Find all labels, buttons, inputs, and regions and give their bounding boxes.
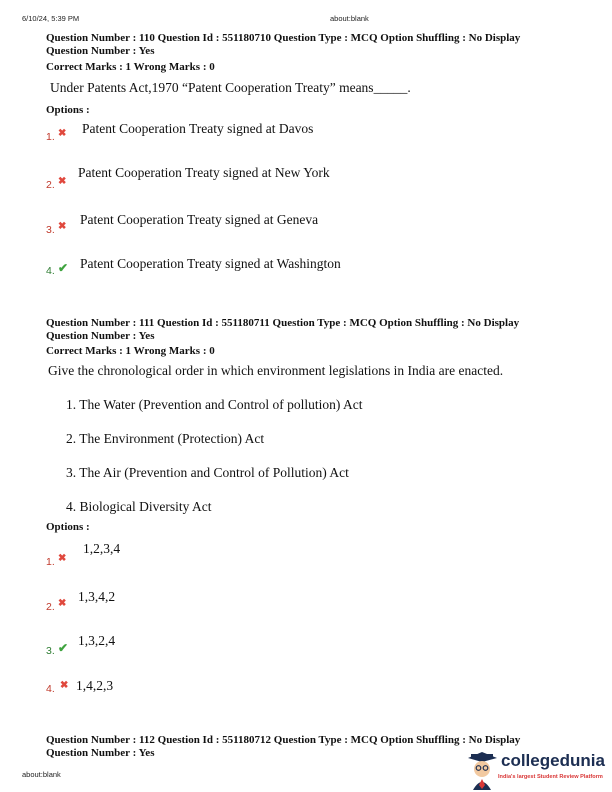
print-footer-url: about:blank bbox=[22, 770, 61, 779]
question-meta-line: Question Number : Yes bbox=[46, 45, 155, 57]
option-text: 1,3,4,2 bbox=[78, 589, 116, 604]
option-number: 1. bbox=[46, 131, 55, 143]
list-item: 1. The Water (Prevention and Control of pollution) Act bbox=[66, 397, 363, 412]
wrong-mark-icon: ✖ bbox=[58, 598, 67, 609]
list-item: 2. The Environment (Protection) Act bbox=[66, 431, 265, 446]
wrong-mark-icon: ✖ bbox=[58, 128, 67, 139]
question-marks: Correct Marks : 1 Wrong Marks : 0 bbox=[46, 61, 215, 73]
wrong-mark-icon: ✖ bbox=[58, 176, 67, 187]
question-meta-line: Question Number : Yes bbox=[46, 330, 155, 342]
option-text: Patent Cooperation Treaty signed at Geneva bbox=[80, 212, 319, 227]
options-label: Options : bbox=[46, 521, 90, 533]
wrong-mark-icon: ✖ bbox=[58, 221, 67, 232]
options-label: Options : bbox=[46, 104, 90, 116]
question-text: Under Patents Act,1970 “Patent Cooperation Treaty” means_____. bbox=[50, 80, 411, 95]
correct-check-icon: ✔ bbox=[58, 641, 69, 655]
print-url: about:blank bbox=[330, 14, 369, 23]
question-marks: Correct Marks : 1 Wrong Marks : 0 bbox=[46, 345, 215, 357]
brand-name: collegedunia bbox=[501, 751, 605, 770]
list-item: 3. The Air (Prevention and Control of Pollution) Act bbox=[66, 465, 349, 480]
question-meta-line: Question Number : 112 Question Id : 551180712 Question Type : MCQ Option Shuffling : No Display bbox=[46, 734, 521, 746]
option-text: 1,4,2,3 bbox=[76, 678, 114, 693]
list-item: 4. Biological Diversity Act bbox=[66, 499, 212, 514]
option-number: 3. bbox=[46, 645, 55, 657]
brand-tagline: India's largest Student Review Platform bbox=[498, 774, 603, 780]
option-number: 4. bbox=[46, 683, 55, 695]
option-text: Patent Cooperation Treaty signed at Davos bbox=[82, 121, 314, 136]
collegedunia-watermark bbox=[468, 750, 612, 792]
option-text: Patent Cooperation Treaty signed at New York bbox=[78, 165, 330, 180]
wrong-mark-icon: ✖ bbox=[58, 553, 67, 564]
wrong-mark-icon: ✖ bbox=[60, 680, 69, 691]
question-meta-line: Question Number : 110 Question Id : 551180710 Question Type : MCQ Option Shuffling : No Display bbox=[46, 32, 521, 44]
option-number: 3. bbox=[46, 224, 55, 236]
question-text: Give the chronological order in which environment legislations in India are enacted. bbox=[48, 363, 504, 378]
option-number: 2. bbox=[46, 601, 55, 613]
correct-check-icon: ✔ bbox=[58, 261, 69, 275]
print-datetime: 6/10/24, 5:39 PM bbox=[22, 14, 80, 23]
option-number: 1. bbox=[46, 556, 55, 568]
option-number: 2. bbox=[46, 179, 55, 191]
question-meta-line: Question Number : Yes bbox=[46, 747, 155, 759]
mascot-icon bbox=[468, 752, 498, 790]
option-text: 1,3,2,4 bbox=[78, 633, 116, 648]
option-text: Patent Cooperation Treaty signed at Washington bbox=[80, 256, 341, 271]
option-text: 1,2,3,4 bbox=[83, 541, 121, 556]
question-meta-line: Question Number : 111 Question Id : 551180711 Question Type : MCQ Option Shuffling : No Display bbox=[46, 317, 520, 329]
option-number: 4. bbox=[46, 265, 55, 277]
